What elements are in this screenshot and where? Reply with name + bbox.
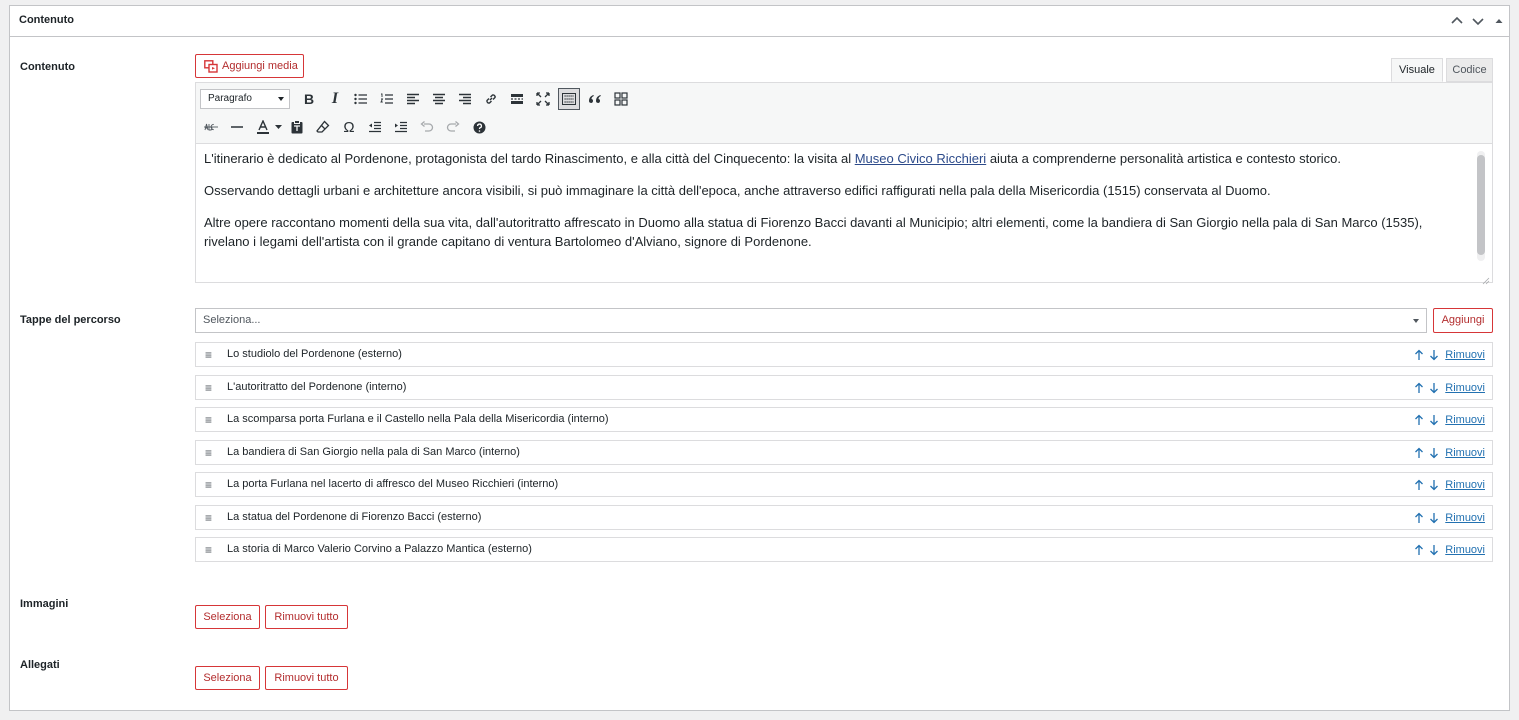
editor-toolbar [196,83,1492,144]
move-down-arrow-icon[interactable] [1429,349,1439,361]
help-icon[interactable] [468,116,490,138]
add-media-button[interactable] [195,54,304,78]
move-up-arrow-icon[interactable] [1414,447,1424,459]
tab-code[interactable]: Codice [1446,58,1493,82]
remove-stop-link[interactable]: Rimuovi [1445,511,1485,524]
attachments-select-button[interactable]: Seleziona [195,666,260,690]
move-down-arrow-icon[interactable] [1429,382,1439,394]
grid-icon[interactable] [610,88,632,110]
special-character-icon[interactable]: Ω [343,118,355,136]
move-up-arrow-icon[interactable] [1414,544,1424,556]
remove-stop-link[interactable]: Rimuovi [1445,349,1485,361]
bullet-list-icon[interactable] [350,88,372,110]
fullscreen-icon[interactable] [532,88,554,110]
move-up-icon[interactable] [1449,13,1465,29]
drag-handle-icon[interactable]: ≡ [205,478,213,492]
redo-icon[interactable] [442,116,464,138]
wysiwyg-editor [195,82,1493,283]
stop-item[interactable] [195,375,1493,400]
drag-handle-icon[interactable]: ≡ [205,413,213,427]
link-icon[interactable] [480,88,502,110]
content-paragraph: Altre opere raccontano momenti della sua vita, dall'autoritratto affrescato in Duomo alla statua di Fiorenzo Bacci davanti al Municipio; altri elementi, come la bandiera di San Giorgio nella pala di San Marco (1535), rivelano i legami dell'artista con il grande capitano di ventura Bartolomeo d'Alviano, signore di Pordenone. [204,215,1423,249]
metabox-header [10,6,1509,37]
move-up-arrow-icon[interactable] [1414,349,1424,361]
content-metabox [9,5,1510,711]
toggle-panel-icon[interactable] [1491,13,1507,29]
stop-item[interactable] [195,505,1493,530]
move-down-arrow-icon[interactable] [1429,414,1439,426]
images-select-button[interactable]: Seleziona [195,605,260,629]
indent-icon[interactable] [390,116,412,138]
paragraph-text: L'itinerario è dedicato al Pordenone, protagonista del tardo Rinascimento, e alla città del Cinquecento: la visita al [204,151,855,166]
bold-icon[interactable]: B [303,91,315,107]
move-up-arrow-icon[interactable] [1414,414,1424,426]
stop-item[interactable] [195,342,1493,367]
editor-scrollbar[interactable] [1477,151,1485,261]
museum-link[interactable]: Museo Civico Ricchieri [854,151,987,166]
move-up-arrow-icon[interactable] [1414,382,1424,394]
remove-stop-link[interactable]: Rimuovi [1445,479,1485,491]
stop-item[interactable] [195,537,1493,562]
stop-title: La bandiera di San Giorgio nella pala di San Marco (interno) [227,445,520,458]
stop-title: La storia di Marco Valerio Corvino a Palazzo Mantica (esterno) [227,543,532,555]
align-center-icon[interactable] [428,88,450,110]
images-remove-all-button[interactable]: Rimuovi tutto [265,605,348,629]
drag-handle-icon[interactable]: ≡ [205,348,213,362]
stop-item[interactable] [195,472,1493,497]
align-left-icon[interactable] [402,88,424,110]
strikethrough-icon[interactable] [200,116,222,138]
stop-title: Lo studiolo del Pordenone (esterno) [227,348,402,360]
numbered-list-icon[interactable] [376,88,398,110]
toolbar-toggle-icon[interactable] [558,88,580,110]
stop-title: L'autoritratto del Pordenone (interno) [227,380,407,393]
chevron-down-icon [1413,319,1419,323]
stop-title: La statua del Pordenone di Fiorenzo Bacci (esterno) [227,510,482,523]
move-up-arrow-icon[interactable] [1414,512,1424,524]
format-select[interactable] [200,89,290,109]
clear-formatting-icon[interactable] [312,116,334,138]
blockquote-icon[interactable] [584,88,606,110]
stops-field-label: Tappe del percorso [20,314,121,326]
content-field-label: Contenuto [20,61,75,73]
content-paragraph [204,149,1464,168]
chevron-down-icon [278,97,284,101]
add-stop-button[interactable]: Aggiungi [1433,308,1493,333]
move-down-arrow-icon[interactable] [1429,479,1439,491]
stop-item[interactable] [195,407,1493,432]
remove-stop-link[interactable]: Rimuovi [1445,414,1485,426]
add-media-label: Aggiungi media [222,60,298,72]
move-down-arrow-icon[interactable] [1429,447,1439,459]
scrollbar-thumb[interactable] [1477,155,1485,255]
outdent-icon[interactable] [364,116,386,138]
attachments-remove-all-button[interactable]: Rimuovi tutto [265,666,348,690]
drag-handle-icon[interactable]: ≡ [205,510,213,525]
text-color-icon[interactable] [252,116,274,138]
attachments-field-label: Allegati [20,659,60,671]
read-more-icon[interactable] [506,88,528,110]
format-select-value: Paragrafo [208,93,252,104]
images-field-label: Immagini [20,598,69,610]
horizontal-line-icon[interactable] [226,116,248,138]
italic-icon[interactable]: I [331,90,339,107]
tab-visual[interactable]: Visuale [1391,58,1443,82]
chevron-down-icon[interactable] [274,116,282,138]
editor-content[interactable] [196,144,1492,268]
move-down-arrow-icon[interactable] [1429,544,1439,556]
align-right-icon[interactable] [454,88,476,110]
paste-text-icon[interactable] [286,116,308,138]
stop-select[interactable] [195,308,1427,333]
content-paragraph: Osservando dettagli urbani e architetture ancora visibili, si può immaginare la città dell'epoca, anche attraverso edifici raffigurati nella pala della Misericordia (1515) conservata al Duomo. [204,183,1271,198]
stop-select-placeholder: Seleziona... [203,314,261,326]
move-up-arrow-icon[interactable] [1414,479,1424,491]
drag-handle-icon[interactable]: ≡ [205,445,213,460]
stop-item[interactable] [195,440,1493,465]
metabox-title: Contenuto [19,14,74,26]
media-icon [204,59,218,81]
remove-stop-link[interactable]: Rimuovi [1445,544,1485,556]
remove-stop-link[interactable]: Rimuovi [1445,381,1485,394]
paragraph-text: aiuta a comprenderne personalità artistica e contesto storico. [986,151,1342,166]
remove-stop-link[interactable]: Rimuovi [1445,446,1485,459]
drag-handle-icon[interactable]: ≡ [205,380,213,395]
stop-title: La scomparsa porta Furlana e il Castello nella Pala della Misericordia (interno) [227,413,609,425]
move-down-icon[interactable] [1470,13,1486,29]
move-down-arrow-icon[interactable] [1429,512,1439,524]
drag-handle-icon[interactable]: ≡ [205,543,213,557]
resize-handle-icon[interactable] [1482,272,1490,280]
stop-title: La porta Furlana nel lacerto di affresco del Museo Ricchieri (interno) [227,478,559,490]
undo-icon[interactable] [416,116,438,138]
